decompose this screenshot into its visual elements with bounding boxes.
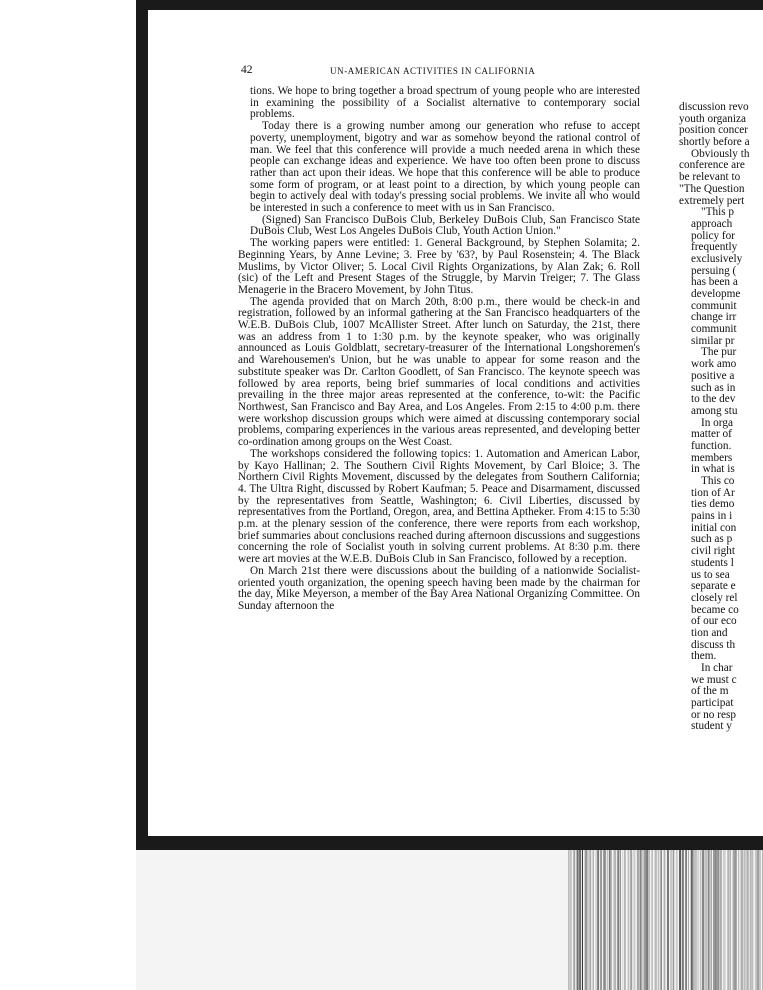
right-column-line: civil right (691, 545, 736, 558)
right-column-line: tion of Ar (691, 486, 735, 499)
right-column-line: members (691, 451, 733, 464)
document-page (148, 10, 763, 836)
right-column-line: position concer (679, 124, 749, 137)
paragraph: On March 21st there were discussions about the building of a nationwide Socialist-oriented youth organization, the opening speech having been made by the chairman for the day, Mike Meyerson, a member of the Bay Area National Organizing Committee. On Sunday afternoon the (238, 564, 640, 612)
right-column-line: or no resp (691, 708, 736, 721)
right-column-line: we must c (691, 673, 737, 686)
right-column-line: shortly before a (679, 136, 750, 149)
right-column-line: to the dev (691, 393, 736, 406)
right-column-line: became co (691, 603, 739, 616)
right-column-line: persuing ( (691, 264, 737, 277)
running-title: UN-AMERICAN ACTIVITIES IN CALIFORNIA (330, 66, 536, 76)
paragraph: The working papers were entitled: 1. General Background, by Stephen Solamita; 2. Beginning Years, by Anne Levine; 3. Free by '63?, by Paul Rosenstein; 4. The Black Muslims, by Victor Oliver; 5. Local Civil Rights Organizations, by Alan Zak; 6. Roll (sic) of the Left and Present Stages of the Struggle, by Marvin Treiger; 7. The Glass Menagerie in the Bracero Movement, by John Titus. (238, 237, 640, 296)
right-column-line: of the m (691, 685, 729, 698)
right-column-line: among stu (691, 404, 738, 417)
scan-top-shadow (136, 0, 763, 10)
right-column-line: closely rel (691, 591, 738, 604)
right-column-line: students l (691, 556, 734, 569)
paragraph: The agenda provided that on March 20th, 8:00 p.m., there would be check-in and registration, followed by an informal gathering at the San Francisco headquarters of the W.E.B. DuBois Club, 1007 McAllister Street. After lunch on Saturday, the 21st, there was an address from 1 to 1:30 p.m. by the keynote speaker, who was originally announced as Louis Goldblatt, secretary-treasurer of the International Longshoremen's and Warehousemen's Union, but he was unable to appear for some reason and the substitute speaker was Dr. Carlton Goodlett, of San Francisco. The keynote speech was followed by area reports, being brief summaries of local conditions and activities prevailing in the three major areas represented at the conference, to-wit: the Pacific Northwest, San Francisco and Bay Area, and Los Angeles. From 2:15 to 4:00 p.m. there were workshop discussion groups which were aimed at discussing contemporary social problems, comparing experiences in the various areas represented, and developing better co-ordination among groups on the West Coast. (238, 295, 640, 449)
right-column-line: has been a (691, 276, 738, 289)
page-number: 42 (241, 64, 253, 76)
right-text-column (679, 102, 763, 733)
paragraph: tions. We hope to bring together a broad spectrum of young people who are interested in examining the possibility of a Socialist alternative to contemporary social problems. (250, 85, 640, 121)
right-column-line: in what is (691, 463, 735, 476)
right-column-line: such as in (691, 381, 736, 394)
right-column-line: be relevant to (679, 171, 741, 184)
right-column-line: approach (691, 217, 733, 230)
right-column-line: conference are (679, 159, 745, 172)
right-column-line: discuss th (691, 638, 736, 651)
right-column-line: participat (691, 697, 734, 710)
right-column-line: separate e (691, 580, 736, 593)
right-column-line: pains in i (691, 510, 733, 523)
right-column-line: exclusively (691, 252, 743, 265)
right-column-line: work amo (691, 358, 737, 371)
scan-noise-stripes (568, 850, 763, 990)
right-column-line: discussion revo (679, 101, 749, 113)
scan-bottom-shadow (136, 836, 763, 850)
left-text-column (238, 86, 640, 613)
right-column-line: "The Question (679, 182, 745, 195)
right-column-line: change irr (691, 311, 737, 324)
paragraph: Today there is a growing number among our generation who refuse to accept poverty, unemployment, bigotry and war as somehow beyond the rational control of man. We feel that this conference will provide a much needed arena in which these people can exchange ideas and experience. We have too often been prone to discuss rather than act upon their ideas. We hope that this conference will be able to produce some form of program, or at least point to a direction, by which young people can begin to actively deal with today's pressing social problems. We invite all who would be interested in such a conference to meet with us in San Francisco. (250, 120, 640, 215)
right-column-line: function. (691, 439, 732, 452)
paragraph: The workshops considered the following topics: 1. Automation and American Labor, by Kayo Hallinan; 2. The Southern Civil Rights Movement, by Carl Bloice; 3. The Northern Civil Rights Movement, discussed by the delegates from Southern California; 4. The Ultra Right, discussed by Robert Kaufman; 5. Peace and Disarmament, discussed by the representatives from Seattle, Washington; 6. Civil Liberties, discussed by representatives from the Portland, Oregon, area, and Bettina Aptheker. From 4:15 to 5:30 p.m. at the plenary session of the conference, there were reports from each workshop, brief summaries about conclusions reached during afternoon discussions and suggestions concerning the role of Socialist youth in solving current problems. At 8:30 p.m. there were art movies at the W.E.B. DuBois Club in San Francisco, followed by a reception. (238, 447, 640, 566)
right-column-line: tion and (691, 626, 728, 639)
right-column-line: In char (701, 662, 733, 674)
right-column-line: similar pr (691, 334, 735, 347)
right-column-line: youth organiza (679, 112, 746, 125)
right-column-line: us to sea (691, 568, 730, 581)
right-column-line: ties demo (691, 498, 735, 511)
right-column-line: policy for (691, 229, 736, 242)
right-column-line: of our eco (691, 615, 737, 628)
right-column-line: positive a (691, 369, 735, 382)
right-column-line: This co (701, 475, 735, 487)
right-column-line: frequently (691, 241, 738, 254)
paragraph: (Signed) San Francisco DuBois Club, Berkeley DuBois Club, San Francisco State DuBois Club, West Los Angeles DuBois Club, Youth Action Union." (250, 213, 640, 238)
right-column-line: matter of (691, 428, 732, 441)
scan-left-shadow (136, 0, 148, 840)
right-column-line: developme (691, 288, 741, 300)
scan-margin (0, 0, 136, 990)
right-column-line: "This p (701, 206, 735, 219)
right-column-line: such as p (691, 533, 733, 546)
right-column-line: extremely pert (679, 194, 745, 207)
right-column-line: communit (691, 323, 737, 336)
right-column-line: The pur (701, 346, 737, 359)
right-column-line: Obviously th (691, 147, 750, 160)
right-column-line: student y (691, 720, 732, 733)
right-column-line: In orga (701, 416, 733, 429)
right-column-line: initial con (691, 521, 737, 534)
right-column-line: communit (691, 299, 737, 312)
right-column-line: them. (691, 650, 717, 663)
